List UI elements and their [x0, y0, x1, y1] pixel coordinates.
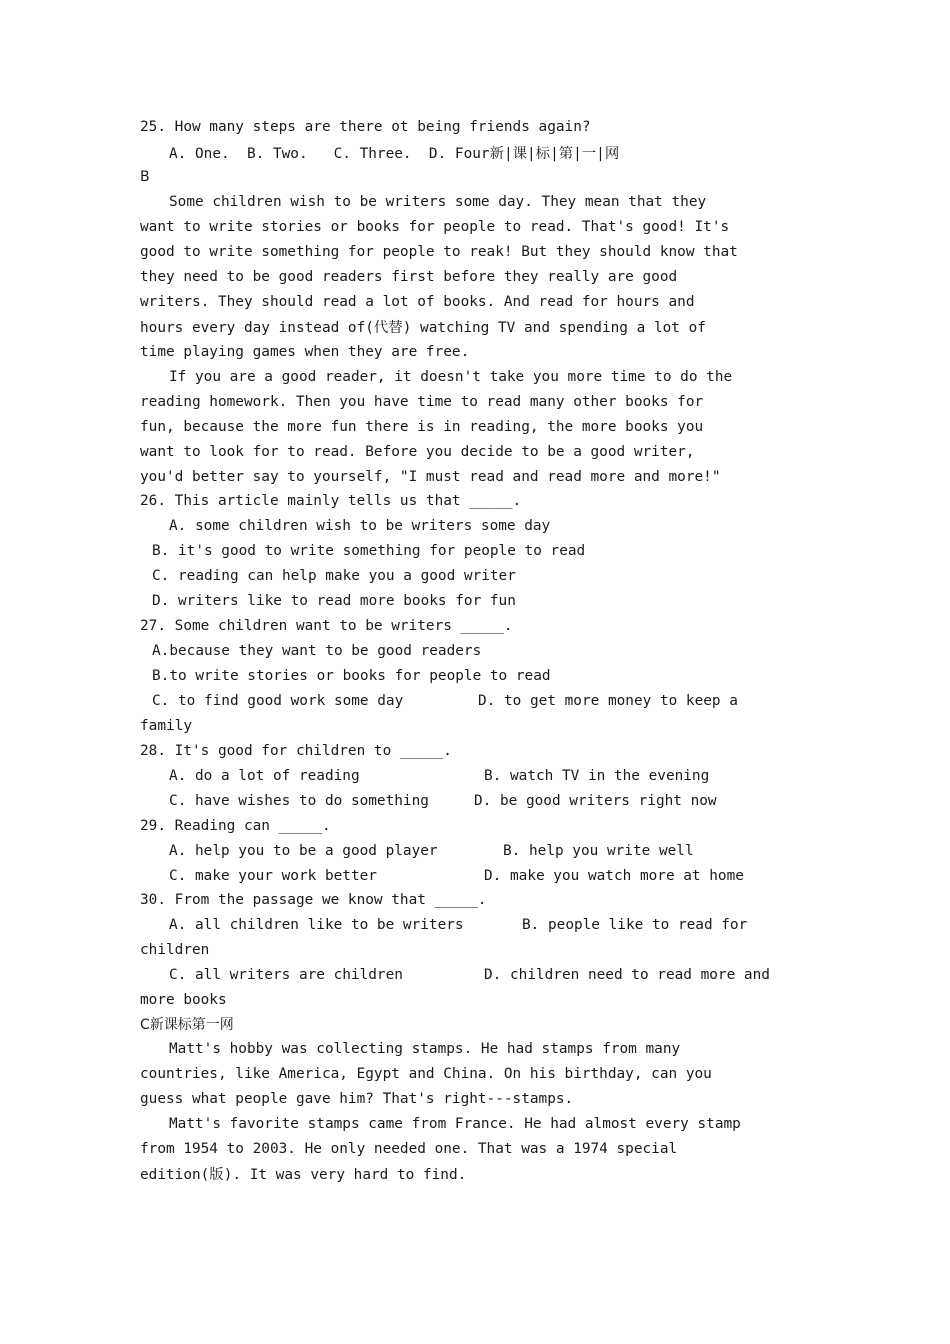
- q27-option-b: B.to write stories or books for people to read: [152, 668, 551, 684]
- q26-option-c: C. reading can help make you a good writer: [152, 568, 516, 584]
- q26-option-d: D. writers like to read more books for fun: [152, 593, 516, 609]
- q26-option-a: A. some children wish to be writers some day: [169, 518, 551, 534]
- q27-option-d-cont: family: [140, 718, 192, 734]
- c-p1-line: Matt's hobby was collecting stamps. He had stamps from many: [169, 1041, 681, 1057]
- q30-option-b: B. people like to read for: [522, 917, 748, 933]
- q28-option-b: B. watch TV in the evening: [484, 768, 710, 784]
- q28-question: 28. It's good for children to _____.: [140, 743, 452, 759]
- q30-option-a: A. all children like to be writers: [169, 917, 464, 933]
- q30-option-c: C. all writers are children: [169, 967, 403, 983]
- c-p2-line: Matt's favorite stamps came from France. He had almost every stamp: [169, 1116, 741, 1132]
- b-p2-line: If you are a good reader, it doesn't take you more time to do the: [169, 369, 733, 385]
- q25-question: 25. How many steps are there ot being friends again?: [140, 119, 591, 135]
- b-p1-line: writers. They should read a lot of books. And read for hours and: [140, 294, 695, 310]
- q29-option-b: B. help you write well: [503, 843, 694, 859]
- b-p2-line: fun, because the more fun there is in reading, the more books you: [140, 419, 704, 435]
- q30-question: 30. From the passage we know that _____.: [140, 892, 487, 908]
- b-p1-line: they need to be good readers first before they really are good: [140, 269, 678, 285]
- q26-question: 26. This article mainly tells us that _____.: [140, 493, 522, 509]
- c-p2-line: from 1954 to 2003. He only needed one. That was a 1974 special: [140, 1141, 678, 1157]
- q28-option-a: A. do a lot of reading: [169, 768, 360, 784]
- q27-option-c: C. to find good work some day: [152, 693, 404, 709]
- b-p1-line: good to write something for people to reak! But they should know that: [140, 244, 738, 260]
- b-p1-line: time playing games when they are free.: [140, 344, 470, 360]
- c-p2-line: edition(版). It was very hard to find.: [140, 1167, 467, 1183]
- q29-option-c: C. make your work better: [169, 868, 377, 884]
- q29-option-d: D. make you watch more at home: [484, 868, 744, 884]
- q30-option-d-cont: more books: [140, 992, 227, 1008]
- q30-option-d: D. children need to read more and: [484, 967, 770, 983]
- q27-question: 27. Some children want to be writers _____.: [140, 618, 513, 634]
- q29-question: 29. Reading can _____.: [140, 818, 331, 834]
- c-p1-line: guess what people gave him? That's right---stamps.: [140, 1091, 574, 1107]
- q30-option-b-cont: children: [140, 942, 210, 958]
- q28-option-d: D. be good writers right now: [474, 793, 717, 809]
- q27-option-d: D. to get more money to keep a: [478, 693, 738, 709]
- q28-option-c: C. have wishes to do something: [169, 793, 429, 809]
- q26-option-b: B. it's good to write something for people to read: [152, 543, 586, 559]
- q27-option-a: A.because they want to be good readers: [152, 643, 482, 659]
- section-b-label: B: [140, 169, 150, 185]
- b-p1-line: hours every day instead of(代替) watching TV and spending a lot of: [140, 320, 706, 336]
- section-c-label: C新课标第一网: [140, 1017, 234, 1033]
- b-p2-line: reading homework. Then you have time to read many other books for: [140, 394, 704, 410]
- c-p1-line: countries, like America, Egypt and China. On his birthday, can you: [140, 1066, 712, 1082]
- b-p2-line: you'd better say to yourself, "I must read and read more and more!": [140, 469, 721, 485]
- b-p1-line: Some children wish to be writers some day. They mean that they: [169, 194, 707, 210]
- q25-options: A. One. B. Two. C. Three. D. Four新|课|标|第|一|网: [169, 146, 620, 162]
- b-p1-line: want to write stories or books for people to read. That's good! It's: [140, 219, 730, 235]
- q29-option-a: A. help you to be a good player: [169, 843, 438, 859]
- b-p2-line: want to look for to read. Before you decide to be a good writer,: [140, 444, 695, 460]
